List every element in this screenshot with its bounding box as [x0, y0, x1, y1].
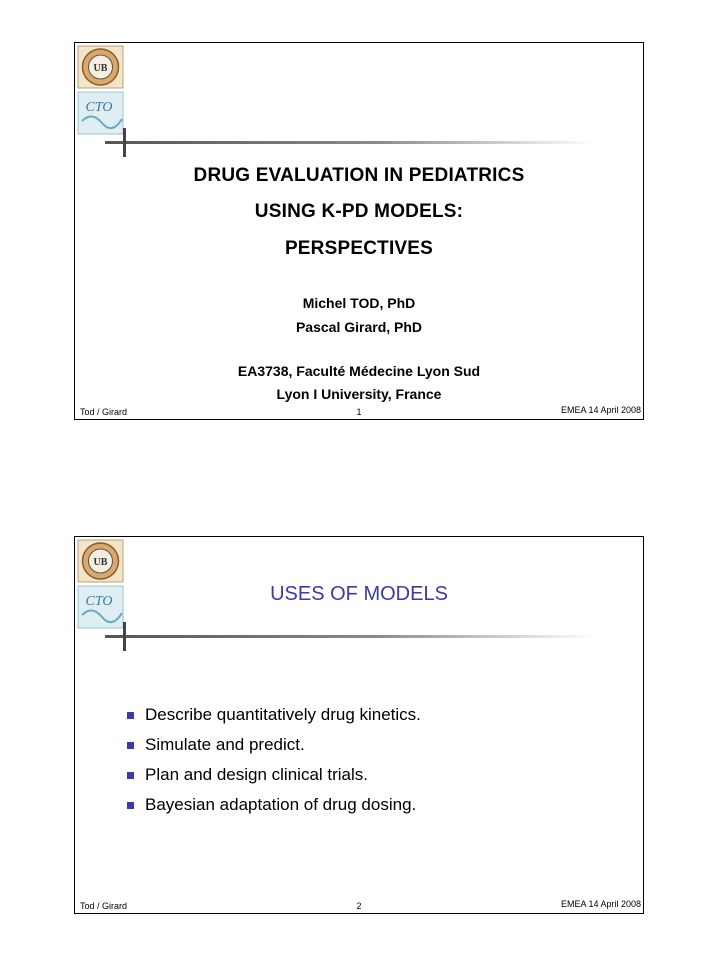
slide-title-line-1: DRUG EVALUATION IN PEDIATRICS: [193, 165, 525, 186]
footer-author: Tod / Girard: [80, 407, 128, 417]
footer-page-number: 1: [356, 407, 362, 417]
svg-text:UB: UB: [93, 63, 108, 74]
square-bullet-icon: [127, 772, 134, 779]
footer-date: EMEA 14 April 2008: [560, 899, 641, 909]
footer-author: Tod / Girard: [80, 901, 128, 911]
bullet-list: [127, 705, 421, 825]
list-item: [127, 705, 421, 735]
author-2: Pascal Girard, PhD: [295, 319, 423, 335]
cto-logo-icon: [77, 91, 124, 135]
svg-text:CTO: CTO: [85, 594, 113, 609]
header-rule: [105, 141, 595, 144]
square-bullet-icon: [127, 802, 134, 809]
svg-text:CTO: CTO: [85, 100, 113, 115]
slide-title-line-2: USING K-PD MODELS:: [254, 201, 464, 222]
square-bullet-icon: [127, 712, 134, 719]
affiliation-line-1: EA3738, Faculté Médecine Lyon Sud: [237, 363, 481, 379]
slide-title-line-3: PERSPECTIVES: [284, 238, 434, 259]
list-item-text: Bayesian adaptation of drug dosing.: [145, 795, 417, 814]
footer-date: EMEA 14 April 2008: [560, 405, 641, 415]
affiliation-line-2: Lyon I University, France: [276, 386, 442, 402]
list-item-text: Describe quantitatively drug kinetics.: [145, 705, 421, 724]
square-bullet-icon: [127, 742, 134, 749]
footer-page-number: 2: [356, 901, 362, 911]
header-rule-tick: [123, 622, 126, 651]
header-rule: [105, 635, 595, 638]
header-rule-tick: [123, 128, 126, 157]
list-item: [127, 795, 421, 825]
author-1: Michel TOD, PhD: [302, 295, 416, 311]
slide-1: [74, 42, 644, 420]
svg-text:UB: UB: [93, 557, 108, 568]
list-item: [127, 735, 421, 765]
list-item-text: Plan and design clinical trials.: [145, 765, 369, 784]
slide-2: [74, 536, 644, 914]
slide-title: USES OF MODELS: [270, 583, 448, 605]
list-item-text: Simulate and predict.: [145, 735, 305, 754]
list-item: [127, 765, 421, 795]
university-seal-icon: [77, 539, 124, 583]
university-seal-icon: [77, 45, 124, 89]
